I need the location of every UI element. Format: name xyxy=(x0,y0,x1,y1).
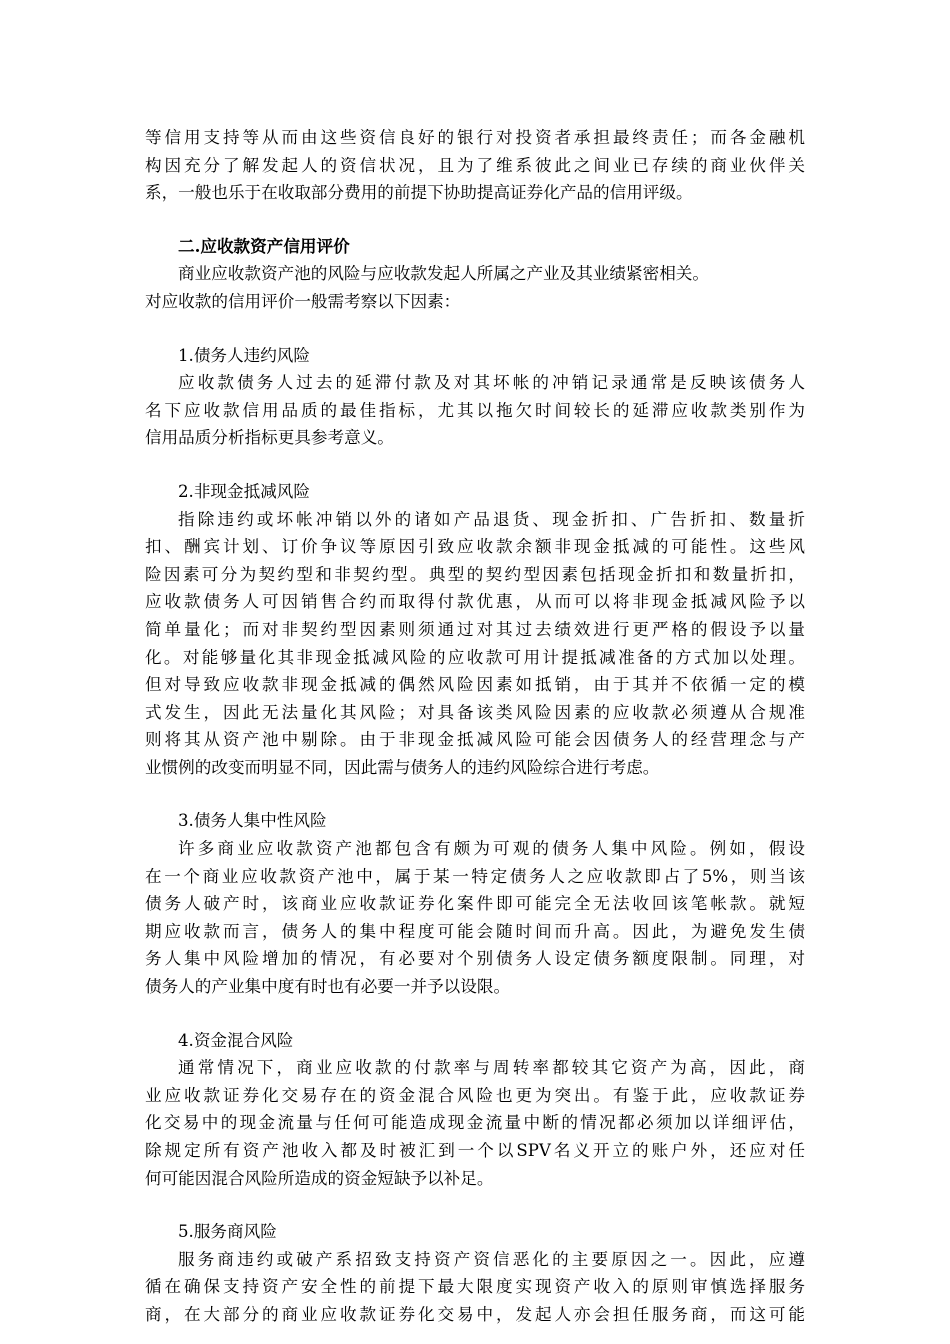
text-line: 债务人的产业集中度有时也有必要一并予以设限。 xyxy=(145,977,511,997)
risk-item-1 xyxy=(145,342,805,452)
text-line: 对应收款的信用评价一般需考察以下因素： xyxy=(145,291,461,311)
text-line: 循在确保支持资产安全性的前提下最大限度实现资产收入的原则审慎选择服务 xyxy=(145,1277,805,1297)
text-line: 通常情况下，商业应收款的付款率与周转率都较其它资产为高，因此，商 xyxy=(178,1058,805,1078)
text-line: 简单量化；而对非契约型因素则须通过对其过去绩效进行更严格的假设予以量 xyxy=(145,619,805,639)
risk-item-3 xyxy=(145,807,805,1000)
text-line: 业应收款证券化交易存在的资金混合风险也更为突出。有鉴于此，应收款证券 xyxy=(145,1085,805,1105)
text-line: 式发生，因此无法量化其风险；对具备该类风险因素的应收款必须遵从合规准 xyxy=(145,702,805,722)
text-line: 业惯例的改变而明显不同，因此需与债务人的违约风险综合进行考虑。 xyxy=(145,757,660,777)
text-line: 应收款债务人可因销售合约而取得付款优惠，从而可以将非现金抵减风险予以 xyxy=(145,592,805,612)
text-line: 务人集中风险增加的情况，有必要对个别债务人设定债务额度限制。同理，对 xyxy=(145,949,805,969)
text-line: 险因素可分为契约型和非契约型。典型的契约型因素包括现金折扣和数量折扣， xyxy=(145,564,805,584)
item-title: 3.债务人集中性风险 xyxy=(178,811,327,831)
text-line: 商业应收款资产池的风险与应收款发起人所属之产业及其业绩紧密相关。 xyxy=(178,264,709,284)
text-line: 何可能因混合风险所造成的资金短缺予以补足。 xyxy=(145,1168,494,1188)
text-line: 则将其从资产池中剔除。由于非现金抵减风险可能会因债务人的经营理念与产 xyxy=(145,730,805,750)
text-line: 指除违约或坏帐冲销以外的诸如产品退货、现金折扣、广告折扣、数量折 xyxy=(178,509,805,529)
risk-item-2 xyxy=(145,478,805,782)
text-line: 化交易中的现金流量与任何可能造成现金流量中断的情况都必须加以详细评估， xyxy=(145,1113,805,1133)
text-line: 但对导致应收款非现金抵减的偶然风险因素如抵销，由于其并不依循一定的模 xyxy=(145,675,805,695)
text-line: 债务人破产时，该商业应收款证券化案件即可能完全无法收回该笔帐款。就短 xyxy=(145,894,805,914)
text-line: 除规定所有资产池收入都及时被汇到一个以SPV名义开立的账户外，还应对任 xyxy=(145,1141,805,1160)
text-line: 名下应收款信用品质的最佳指标，尤其以拖欠时间较长的延滞应收款类别作为 xyxy=(145,400,805,420)
text-line: 应收款债务人过去的延滞付款及对其坏帐的冲销记录通常是反映该债务人 xyxy=(178,373,805,393)
text-line: 扣、酬宾计划、订价争议等原因引致应收款余额非现金抵减的可能性。这些风 xyxy=(145,537,805,557)
risk-item-4 xyxy=(145,1027,805,1193)
text-line: 系，一般也乐于在收取部分费用的前提下协助提高证券化产品的信用评级。 xyxy=(145,183,693,203)
intro-paragraph xyxy=(145,124,805,207)
section-heading: 二.应收款资产信用评价 xyxy=(178,235,350,256)
text-line: 许多商业应收款资产池都包含有颇为可观的债务人集中风险。例如，假设 xyxy=(178,839,805,859)
document-body xyxy=(145,124,805,1329)
item-title: 4.资金混合风险 xyxy=(178,1030,294,1050)
text-line: 构因充分了解发起人的资信状况，且为了维系彼此之间业已存续的商业伙伴关 xyxy=(145,155,805,175)
text-line: 商，在大部分的商业应收款证券化交易中，发起人亦会担任服务商，而这可能 xyxy=(145,1304,805,1324)
text-line: 服务商违约或破产系招致支持资产资信恶化的主要原因之一。因此，应遵 xyxy=(178,1249,805,1269)
text-line: 等信用支持等从而由这些资信良好的银行对投资者承担最终责任；而各金融机 xyxy=(145,128,805,147)
text-line: 化。对能够量化其非现金抵减风险的应收款可用计提抵减准备的方式加以处理。 xyxy=(145,647,805,667)
text-line: 信用品质分析指标更具参考意义。 xyxy=(145,428,394,448)
item-title: 1.债务人违约风险 xyxy=(178,345,310,365)
text-line: 期应收款而言，债务人的集中程度可能会随时间而升高。因此，为避免发生债 xyxy=(145,921,805,941)
item-title: 2.非现金抵减风险 xyxy=(178,481,310,501)
item-title: 5.服务商风险 xyxy=(178,1222,277,1242)
risk-item-5 xyxy=(145,1218,805,1328)
text-line: 在一个商业应收款资产池中，属于某一特定债务人之应收款即占了5%，则当该 xyxy=(145,866,805,886)
section-intro-paragraph xyxy=(145,260,805,315)
